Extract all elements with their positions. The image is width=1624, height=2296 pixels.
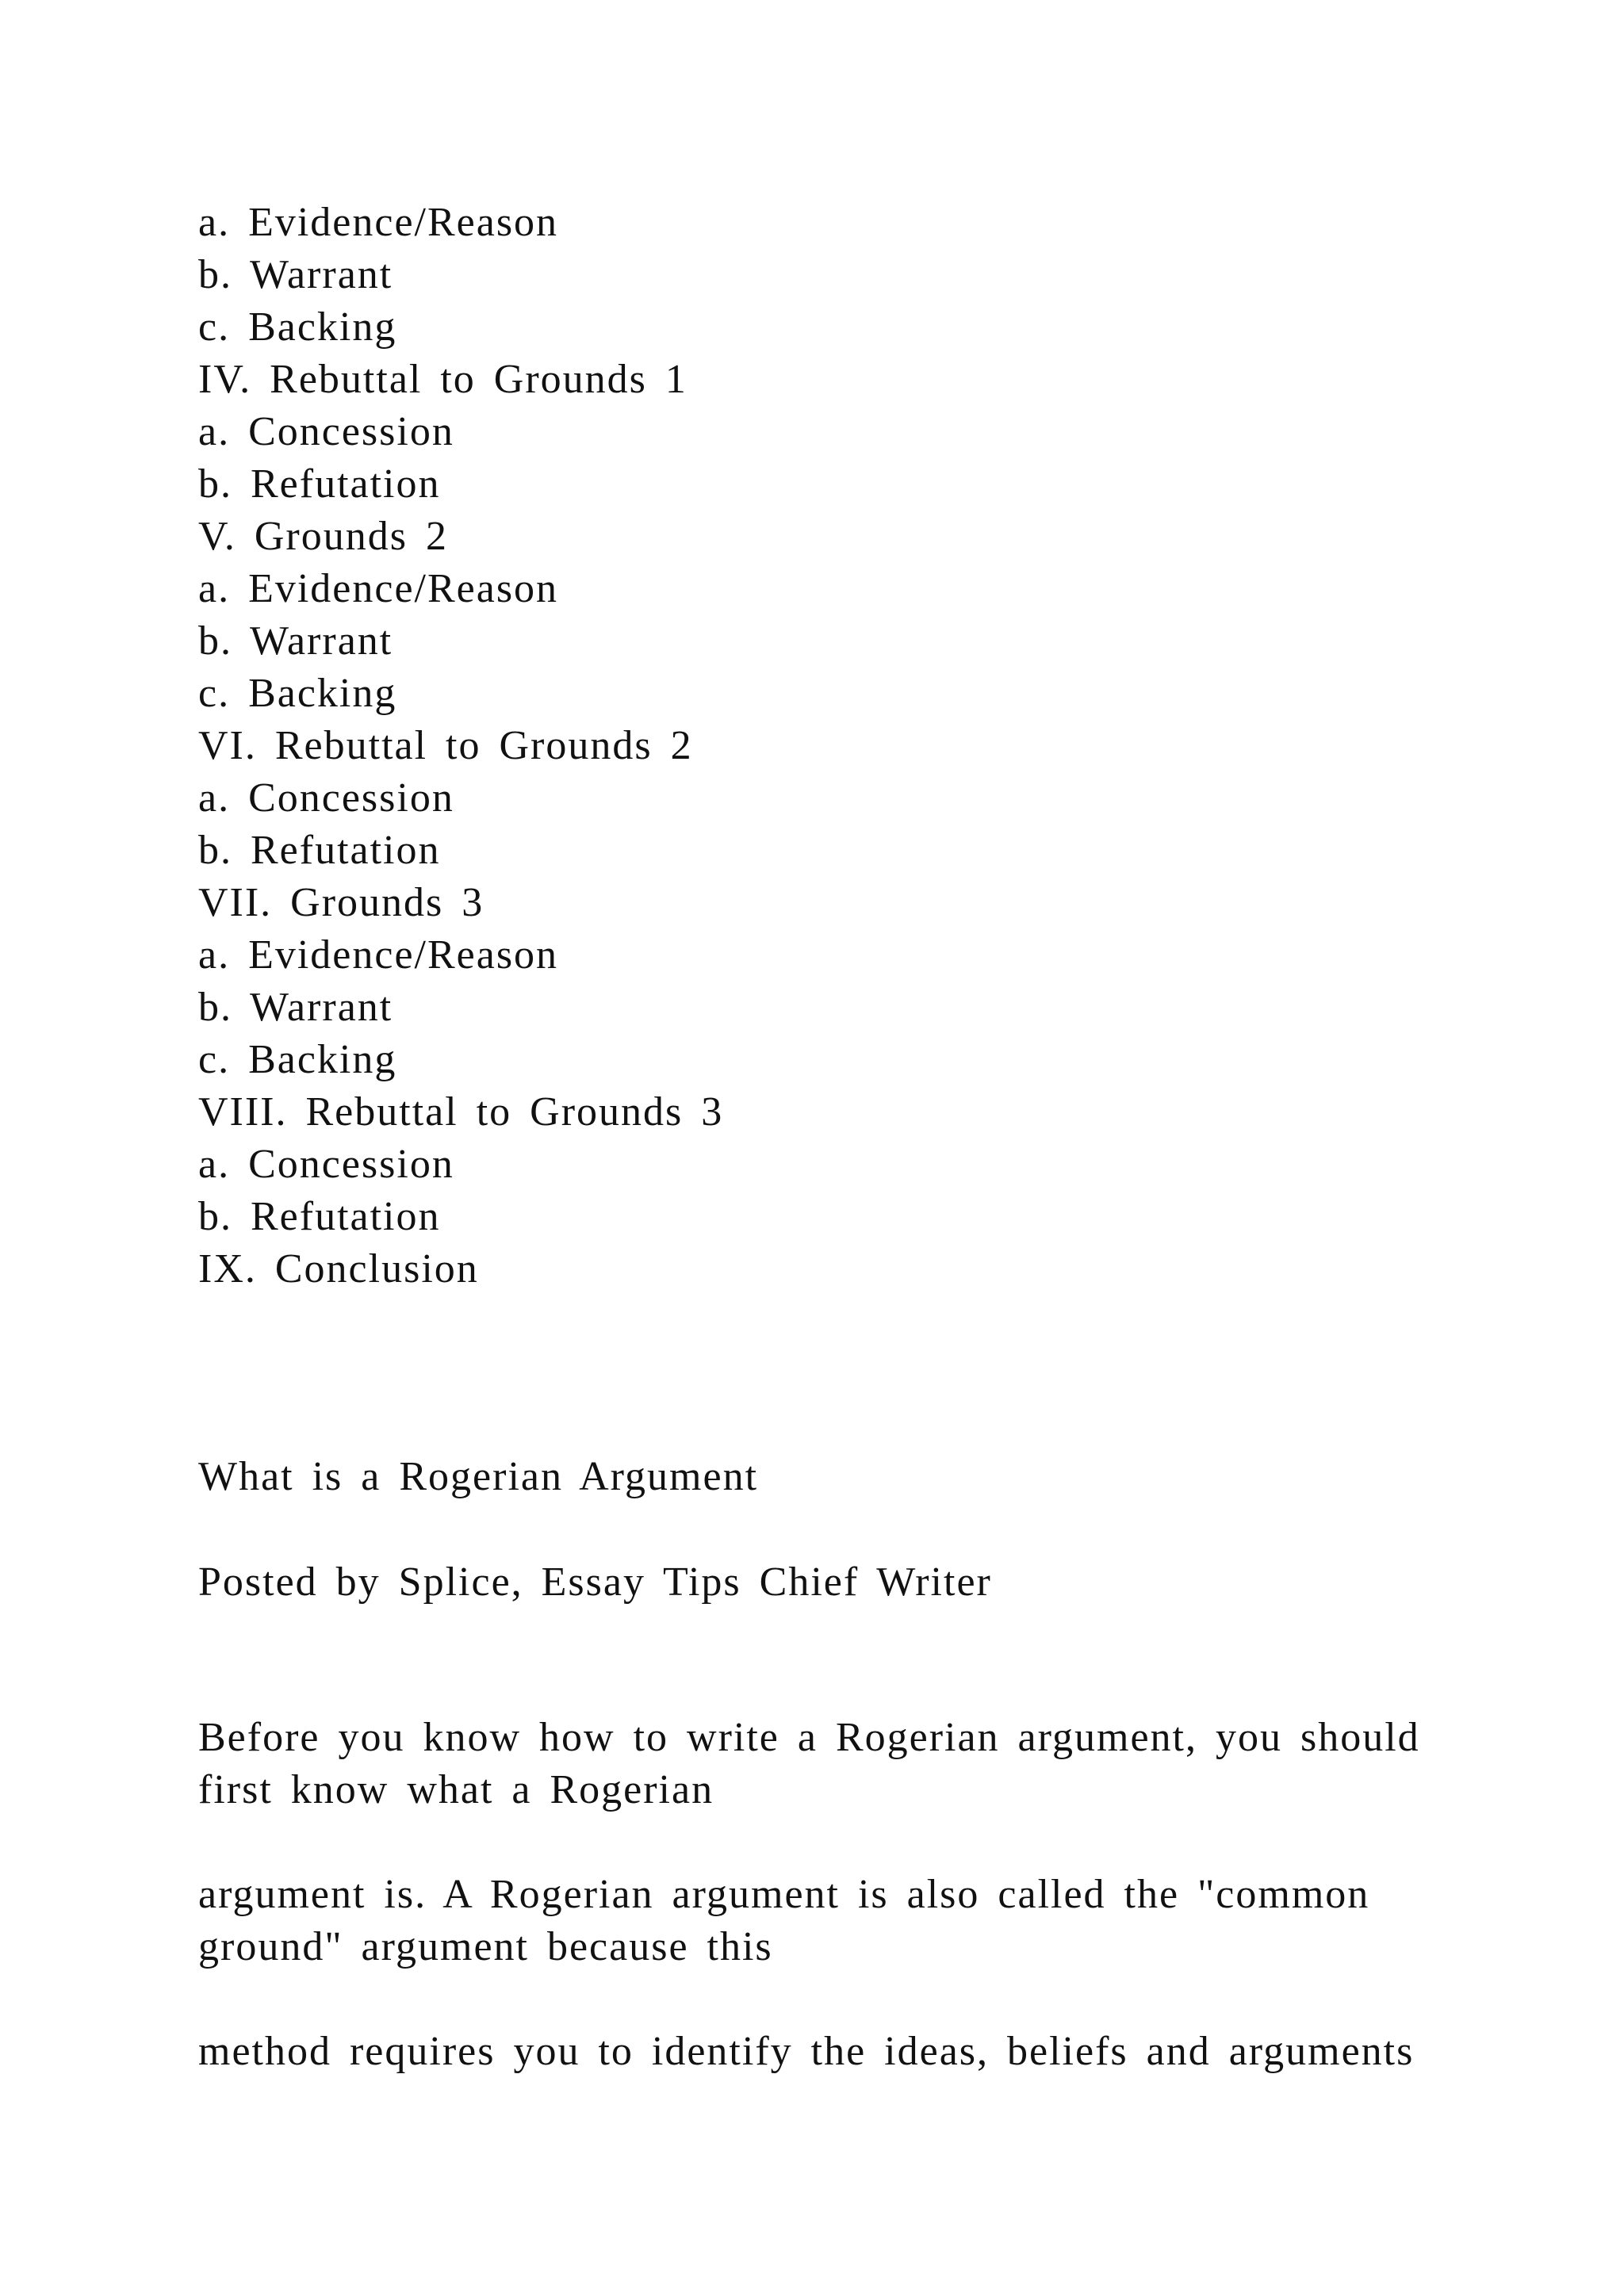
outline-item: c. Backing	[198, 304, 397, 350]
paragraph-line: ground" argument because this	[198, 1924, 773, 1969]
outline-item: c. Backing	[198, 1037, 397, 1082]
outline-item: a. Concession	[198, 1142, 454, 1187]
outline-item: a. Evidence/Reason	[198, 932, 559, 978]
outline-item: b. Warrant	[198, 985, 393, 1030]
article-byline: Posted by Splice, Essay Tips Chief Writer	[198, 1559, 992, 1605]
article-title: What is a Rogerian Argument	[198, 1454, 759, 1499]
outline-item: b. Refutation	[198, 461, 441, 507]
paragraph-line: method requires you to identify the ideas, beliefs and arguments	[198, 2029, 1415, 2074]
outline-item: a. Concession	[198, 775, 454, 821]
outline-item: c. Backing	[198, 671, 397, 716]
outline-item: b. Refutation	[198, 828, 441, 873]
outline-item: b. Refutation	[198, 1194, 441, 1239]
outline-item: b. Warrant	[198, 618, 393, 664]
outline-heading: IX. Conclusion	[198, 1246, 479, 1292]
outline-heading: VIII. Rebuttal to Grounds 3	[198, 1089, 724, 1135]
outline-heading: IV. Rebuttal to Grounds 1	[198, 357, 688, 402]
outline-item: a. Evidence/Reason	[198, 566, 559, 611]
paragraph-line: argument is. A Rogerian argument is also called the "common	[198, 1872, 1370, 1917]
outline-item: a. Concession	[198, 409, 454, 454]
outline-heading: VII. Grounds 3	[198, 880, 485, 925]
outline-item: b. Warrant	[198, 252, 393, 297]
outline-heading: VI. Rebuttal to Grounds 2	[198, 723, 693, 768]
outline-heading: V. Grounds 2	[198, 514, 448, 559]
paragraph-line: first know what a Rogerian	[198, 1767, 714, 1812]
paragraph-line: Before you know how to write a Rogerian argument, you should	[198, 1715, 1420, 1760]
outline-item: a. Evidence/Reason	[198, 200, 559, 245]
